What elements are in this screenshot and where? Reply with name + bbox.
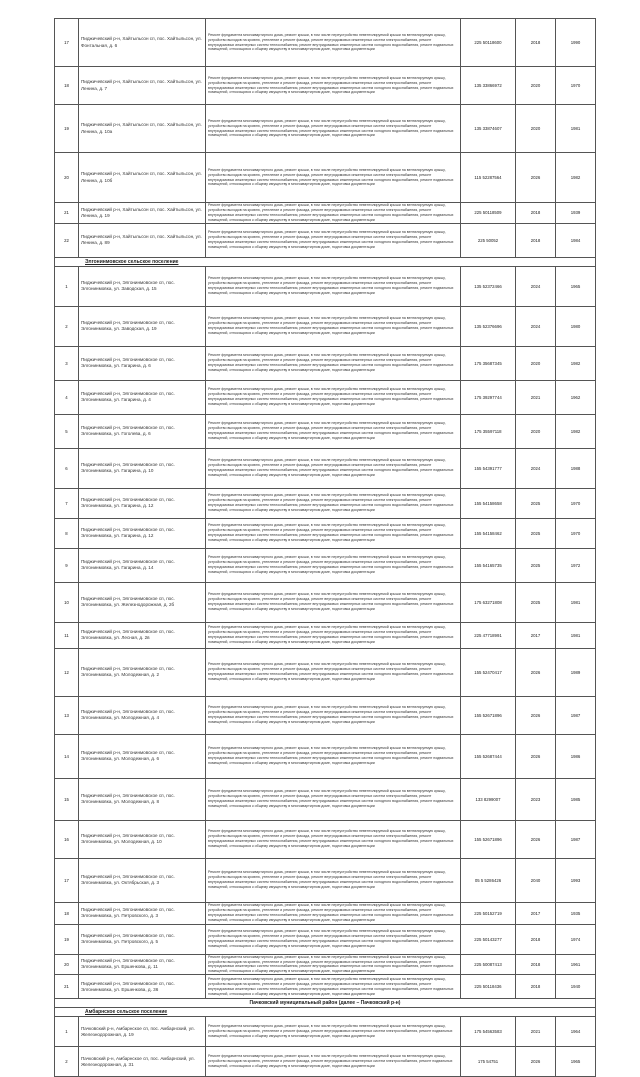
row-planned-year: 2026 [516, 1047, 556, 1077]
row-work-list: Ремонт фундамента многоквартирного дома, ремонт крыши, в том числе переустройство невентилируемой крыши на вентилируемую крышу, устройство выходов на кровлю, утепление и ремонт фасада, ремонт внутридомовых инженерных систем электроснабжения, ремонт подвальных помещений, относящихся к общему имуществу в многоквартирном доме, подготовка документации [206, 1047, 461, 1077]
row-planned-year: 2018 [516, 223, 556, 257]
row-number: 18 [55, 67, 79, 105]
table-row [55, 924, 596, 954]
row-work-list: Ремонт фундамента многоквартирного дома, ремонт крыши, в том числе переустройство невентилируемой крыши на вентилируемую крышу, устройство выходов на кровлю, утепление и ремонт фасада, ремонт внутридомовых инженерных систем электроснабжения, ремонт внутридомовых инженерных систем теплоснабжения, ремонт внутридомовых инженерных систем холодного водоснабжения, ремонт подвальных помещений, относящихся к общему имуществу в многоквартирном доме, подготовка документации [206, 346, 461, 380]
row-built-year: 1980 [556, 306, 596, 346]
row-cadastral-number: 225 50118509 [461, 203, 516, 224]
settlement-heading-text: Амбарнское сельское поселение [55, 1008, 596, 1017]
table-row [55, 414, 596, 448]
row-built-year: 1987 [556, 696, 596, 734]
settlement-heading [55, 257, 596, 266]
row-number: 19 [55, 105, 79, 153]
row-cadastral-number: 175 35597118 [461, 414, 516, 448]
row-number: 2 [55, 306, 79, 346]
row-planned-year: 2026 [516, 696, 556, 734]
table-row [55, 954, 596, 975]
table-row [55, 1017, 596, 1047]
row-number: 5 [55, 414, 79, 448]
row-planned-year: 2025 [516, 518, 556, 548]
row-address: Пиджичевский р-н, Элгонинмовское сп, пос. Элгонинмовка, ул. Лесная, д. 2в [79, 622, 206, 648]
row-cadastral-number: 135 52372466 [461, 266, 516, 306]
row-address: Пиджичевский р-н, Элгонинмовское сп, пос. Элгонинмовка, ул. Заводская, д. 15 [79, 266, 206, 306]
row-cadastral-number: 135 52376696 [461, 306, 516, 346]
row-number: 1 [55, 1017, 79, 1047]
row-number: 19 [55, 924, 79, 954]
row-number: 8 [55, 518, 79, 548]
row-number: 15 [55, 778, 79, 820]
row-cadastral-number: 225 50143277 [461, 924, 516, 954]
row-work-list: Ремонт фундамента многоквартирного дома, ремонт крыши, в том числе переустройство невентилируемой крыши на вентилируемую крышу, устройство выходов на кровлю, утепление и ремонт фасада, ремонт внутридомовых инженерных систем электроснабжения, ремонт внутридомовых инженерных систем теплоснабжения, ремонт внутридомовых инженерных систем холодного водоснабжения, ремонт подвальных помещений, относящихся к общему имуществу в многоквартирном доме, подготовка документации [206, 954, 461, 975]
row-built-year: 1965 [556, 1047, 596, 1077]
row-built-year: 1988 [556, 448, 596, 488]
row-planned-year: 2020 [516, 346, 556, 380]
district-heading-text: Пачковский муниципальный район (далее – Пачковский р-н) [55, 999, 596, 1008]
table-row [55, 19, 596, 67]
row-work-list: Ремонт фундамента многоквартирного дома, ремонт крыши, в том числе переустройство невентилируемой крыши на вентилируемую крышу, устройство выходов на кровлю, утепление и ремонт фасада, ремонт внутридомовых инженерных систем электроснабжения, ремонт внутридомовых инженерных систем теплоснабжения, ремонт внутридомовых инженерных систем холодного водоснабжения, ремонт подвальных помещений, относящихся к общему имуществу в многоквартирном доме, подготовка документации [206, 223, 461, 257]
row-built-year: 1986 [556, 734, 596, 778]
row-cadastral-number: 155 52671896 [461, 820, 516, 858]
row-address: Пиджичевский р-н, Элгонинмовское сп, пос. Элгонинмовка, ул. Петровского, д. 3 [79, 902, 206, 924]
table-row [55, 975, 596, 999]
table-row [55, 582, 596, 622]
row-address: Пиджичевский р-н, Хайтыльсон сп, пос. Хайтыльсон, ул. Ленина, д. 19 [79, 203, 206, 224]
row-work-list: Ремонт фундамента многоквартирного дома, ремонт крыши, в том числе переустройство невентилируемой крыши на вентилируемую крышу, устройство выходов на кровлю, утепление и ремонт фасада, ремонт внутридомовых инженерных систем электроснабжения, ремонт внутридомовых инженерных систем теплоснабжения, ремонт внутридомовых инженерных систем холодного водоснабжения, ремонт подвальных помещений, относящихся к общему имуществу в многоквартирном доме, подготовка документации [206, 820, 461, 858]
row-built-year: 1974 [556, 924, 596, 954]
row-cadastral-number: 175 54563583 [461, 1017, 516, 1047]
table-row [55, 105, 596, 153]
register-body [55, 19, 596, 1077]
row-planned-year: 2017 [516, 622, 556, 648]
row-cadastral-number: 155 52687444 [461, 734, 516, 778]
row-built-year: 1985 [556, 778, 596, 820]
table-row [55, 734, 596, 778]
row-address: Пиджичевский р-н, Хайтыльсон сп, пос. Хайтыльсон, ул. Ленина, д. 10б [79, 153, 206, 203]
row-work-list: Ремонт фундамента многоквартирного дома, ремонт крыши, в том числе переустройство невентилируемой крыши на вентилируемую крышу, устройство выходов на кровлю, утепление и ремонт фасада, ремонт внутридомовых инженерных систем электроснабжения, ремонт внутридомовых инженерных систем теплоснабжения, ремонт внутридомовых инженерных систем холодного водоснабжения, ремонт подвальных помещений, относящихся к общему имуществу в многоквартирном доме, подготовка документации [206, 924, 461, 954]
row-work-list: Ремонт фундамента многоквартирного дома, ремонт крыши, в том числе переустройство невентилируемой крыши на вентилируемую крышу, устройство выходов на кровлю, утепление и ремонт фасада, ремонт внутридомовых инженерных систем электроснабжения, ремонт внутридомовых инженерных систем теплоснабжения, ремонт внутридомовых инженерных систем холодного водоснабжения, ремонт подвальных помещений, относящихся к общему имуществу в многоквартирном доме, подготовка документации [206, 67, 461, 105]
row-work-list: Ремонт фундамента многоквартирного дома, ремонт крыши, в том числе переустройство невентилируемой крыши на вентилируемую крышу, устройство выходов на кровлю, утепление и ремонт фасада, ремонт внутридомовых инженерных систем электроснабжения, ремонт внутридомовых инженерных систем теплоснабжения, ремонт внутридомовых инженерных систем холодного водоснабжения, ремонт подвальных помещений, относящихся к общему имуществу в многоквартирном доме, подготовка документации [206, 266, 461, 306]
table-row [55, 203, 596, 224]
row-number: 7 [55, 488, 79, 518]
row-address: Пиджичевский р-н, Элгонинмовское сп, пос. Элгонинмовка, ул. Ершенкова, д. 11 [79, 954, 206, 975]
row-address: Пиджичевский р-н, Хайтыльсон сп, пос. Хайтыльсон, ул. Ленина, д. 7 [79, 67, 206, 105]
row-cadastral-number: 225 47718991 [461, 622, 516, 648]
row-cadastral-number: 175 39297744 [461, 380, 516, 414]
row-cadastral-number: 225 50087413 [461, 954, 516, 975]
row-planned-year: 2018 [516, 954, 556, 975]
row-address: Пиджичевский р-н, Элгонинмовское сп, пос. Элгонинмовка, ул. Гагарина, д. 12 [79, 488, 206, 518]
row-address: Пиджичевский р-н, Хайтыльсон сп, пос. Хайтыльсон, ул. Фонтальная, д. 6 [79, 19, 206, 67]
row-work-list: Ремонт фундамента многоквартирного дома, ремонт крыши, в том числе переустройство невентилируемой крыши на вентилируемую крышу, устройство выходов на кровлю, утепление и ремонт фасада, ремонт внутридомовых инженерных систем электроснабжения, ремонт внутридомовых инженерных систем теплоснабжения, ремонт внутридомовых инженерных систем холодного водоснабжения, ремонт подвальных помещений, относящихся к общему имуществу в многоквартирном доме, подготовка документации [206, 414, 461, 448]
row-built-year: 1970 [556, 488, 596, 518]
row-number: 9 [55, 548, 79, 582]
row-cadastral-number: 133 8299007 [461, 778, 516, 820]
row-address: Пиджичевский р-н, Элгонинмовское сп, пос. Элгонинмовка, ул. Молодежная, д. 10 [79, 820, 206, 858]
row-planned-year: 2026 [516, 820, 556, 858]
row-work-list: Ремонт фундамента многоквартирного дома, ремонт крыши, в том числе переустройство невентилируемой крыши на вентилируемую крышу, устройство выходов на кровлю, утепление и ремонт фасада, ремонт внутридомовых инженерных систем электроснабжения, ремонт внутридомовых инженерных систем теплоснабжения, ремонт внутридомовых инженерных систем холодного водоснабжения, ремонт подвальных помещений, относящихся к общему имуществу в многоквартирном доме, подготовка документации [206, 306, 461, 346]
row-work-list: Ремонт фундамента многоквартирного дома, ремонт крыши, в том числе переустройство невентилируемой крыши на вентилируемую крышу, устройство выходов на кровлю, утепление и ремонт фасада, ремонт внутридомовых инженерных систем электроснабжения, ремонт внутридомовых инженерных систем теплоснабжения, ремонт внутридомовых инженерных систем холодного водоснабжения, ремонт подвальных помещений, относящихся к общему имуществу в многоквартирном доме, подготовка документации [206, 380, 461, 414]
row-built-year: 1981 [556, 105, 596, 153]
row-cadastral-number: 175 63271808 [461, 582, 516, 622]
row-built-year: 1981 [556, 582, 596, 622]
row-number: 14 [55, 734, 79, 778]
row-cadastral-number: 155 54165735 [461, 548, 516, 582]
table-row [55, 622, 596, 648]
row-cadastral-number: 135 33866972 [461, 67, 516, 105]
table-row [55, 346, 596, 380]
table-row [55, 67, 596, 105]
row-cadastral-number: 135 33874607 [461, 105, 516, 153]
row-built-year: 1982 [556, 414, 596, 448]
row-cadastral-number: 155 52671896 [461, 696, 516, 734]
row-work-list: Ремонт фундамента многоквартирного дома, ремонт крыши, в том числе переустройство невентилируемой крыши на вентилируемую крышу, устройство выходов на кровлю, утепление и ремонт фасада, ремонт внутридомовых инженерных систем электроснабжения, ремонт внутридомовых инженерных систем теплоснабжения, ремонт внутридомовых инженерных систем холодного водоснабжения, ремонт подвальных помещений, относящихся к общему имуществу в многоквартирном доме, подготовка документации [206, 734, 461, 778]
row-built-year: 1989 [556, 648, 596, 696]
row-number: 2 [55, 1047, 79, 1077]
row-number: 12 [55, 648, 79, 696]
row-work-list: Ремонт фундамента многоквартирного дома, ремонт крыши, в том числе переустройство невентилируемой крыши на вентилируемую крышу, устройство выходов на кровлю, утепление и ремонт фасада, ремонт внутридомовых инженерных систем электроснабжения, ремонт внутридомовых инженерных систем теплоснабжения, ремонт внутридомовых инженерных систем холодного водоснабжения, ремонт подвальных помещений, относящихся к общему имуществу в многоквартирном доме, подготовка документации [206, 518, 461, 548]
row-planned-year: 2018 [516, 924, 556, 954]
row-number: 13 [55, 696, 79, 734]
row-planned-year: 2023 [516, 778, 556, 820]
row-work-list: Ремонт фундамента многоквартирного дома, ремонт крыши, в том числе переустройство невентилируемой крыши на вентилируемую крышу, устройство выходов на кровлю, утепление и ремонт фасада, ремонт внутридомовых инженерных систем электроснабжения, ремонт внутридомовых инженерных систем теплоснабжения, ремонт внутридомовых инженерных систем холодного водоснабжения, ремонт подвальных помещений, относящихся к общему имуществу в многоквартирном доме, подготовка документации [206, 448, 461, 488]
row-work-list: Ремонт фундамента многоквартирного дома, ремонт крыши, в том числе переустройство невентилируемой крыши на вентилируемую крышу, устройство выходов на кровлю, утепление и ремонт фасада, ремонт внутридомовых инженерных систем электроснабжения, ремонт внутридомовых инженерных систем теплоснабжения, ремонт внутридомовых инженерных систем холодного водоснабжения, ремонт подвальных помещений, относящихся к общему имуществу в многоквартирном доме, подготовка документации [206, 975, 461, 999]
table-row [55, 488, 596, 518]
table-row [55, 820, 596, 858]
row-work-list: Ремонт фундамента многоквартирного дома, ремонт крыши, в том числе переустройство невентилируемой крыши на вентилируемую крышу, устройство выходов на кровлю, утепление и ремонт фасада, ремонт внутридомовых инженерных систем электроснабжения, ремонт внутридомовых инженерных систем теплоснабжения, ремонт внутридомовых инженерных систем холодного водоснабжения, ремонт подвальных помещений, относящихся к общему имуществу в многоквартирном доме, подготовка документации [206, 858, 461, 902]
table-row [55, 266, 596, 306]
settlement-heading [55, 1008, 596, 1017]
row-number: 1 [55, 266, 79, 306]
table-row [55, 153, 596, 203]
row-number: 20 [55, 153, 79, 203]
row-built-year: 1961 [556, 954, 596, 975]
row-address: Пиджичевский р-н, Элгонинмовское сп, пос. Элгонинмовка, ул. Ершенкова, д. 36 [79, 975, 206, 999]
row-built-year: 1972 [556, 548, 596, 582]
row-number: 10 [55, 582, 79, 622]
row-work-list: Ремонт фундамента многоквартирного дома, ремонт крыши, в том числе переустройство невентилируемой крыши на вентилируемую крышу, устройство выходов на кровлю, утепление и ремонт фасада, ремонт внутридомовых инженерных систем электроснабжения, ремонт внутридомовых инженерных систем теплоснабжения, ремонт внутридомовых инженерных систем холодного водоснабжения, ремонт подвальных помещений, относящихся к общему имуществу в многоквартирном доме, подготовка документации [206, 203, 461, 224]
row-built-year: 1970 [556, 67, 596, 105]
row-work-list: Ремонт фундамента многоквартирного дома, ремонт крыши, в том числе переустройство невентилируемой крыши на вентилируемую крышу, устройство выходов на кровлю, утепление и ремонт фасада, ремонт внутридомовых инженерных систем электроснабжения, ремонт внутридомовых инженерных систем теплоснабжения, ремонт внутридомовых инженерных систем холодного водоснабжения, ремонт подвальных помещений, относящихся к общему имуществу в многоквартирном доме, подготовка документации [206, 778, 461, 820]
row-cadastral-number: 115 52287564 [461, 153, 516, 203]
row-built-year: 1987 [556, 820, 596, 858]
table-row [55, 448, 596, 488]
row-cadastral-number: 175 54751 [461, 1047, 516, 1077]
row-address: Пиджичевский р-н, Хайтыльсон сп, пос. Хайтыльсон, ул. Ленина, д. 89 [79, 223, 206, 257]
row-planned-year: 2021 [516, 380, 556, 414]
row-work-list: Ремонт фундамента многоквартирного дома, ремонт крыши, в том числе переустройство невентилируемой крыши на вентилируемую крышу, устройство выходов на кровлю, утепление и ремонт фасада, ремонт внутридомовых инженерных систем электроснабжения, ремонт внутридомовых инженерных систем теплоснабжения, ремонт внутридомовых инженерных систем холодного водоснабжения, ремонт подвальных помещений, относящихся к общему имуществу в многоквартирном доме, подготовка документации [206, 648, 461, 696]
row-built-year: 1982 [556, 346, 596, 380]
row-built-year: 1970 [556, 518, 596, 548]
row-work-list: Ремонт фундамента многоквартирного дома, ремонт крыши, в том числе переустройство невентилируемой крыши на вентилируемую крышу, устройство выходов на кровлю, утепление и ремонт фасада, ремонт внутридомовых инженерных систем электроснабжения, ремонт внутридомовых инженерных систем теплоснабжения, ремонт внутридомовых инженерных систем холодного водоснабжения, ремонт подвальных помещений, относящихся к общему имуществу в многоквартирном доме, подготовка документации [206, 548, 461, 582]
row-planned-year: 2018 [516, 975, 556, 999]
row-planned-year: 2024 [516, 266, 556, 306]
table-row [55, 518, 596, 548]
row-address: Пиджичевский р-н, Элгонинмовское сп, пос. Элгонинмовка, ул. Молодежная, д. 4 [79, 696, 206, 734]
row-built-year: 1964 [556, 1017, 596, 1047]
table-row [55, 380, 596, 414]
row-planned-year: 2025 [516, 488, 556, 518]
row-built-year: 1940 [556, 975, 596, 999]
row-planned-year: 2026 [516, 648, 556, 696]
row-number: 16 [55, 820, 79, 858]
row-planned-year: 2021 [516, 1017, 556, 1047]
row-built-year: 1962 [556, 380, 596, 414]
row-planned-year: 2018 [516, 19, 556, 67]
row-address: Пиджичевский р-н, Элгонинмовское сп, пос. Элгонинмовка, ул. Гагарина, д. 4 [79, 380, 206, 414]
row-planned-year: 2025 [516, 548, 556, 582]
row-address: Пиджичевский р-н, Элгонинмовское сп, пос. Элгонинмовка, ул. Гагарина, д. 14 [79, 548, 206, 582]
row-number: 18 [55, 902, 79, 924]
row-planned-year: 2040 [516, 858, 556, 902]
row-planned-year: 2024 [516, 306, 556, 346]
row-cadastral-number: 155 54158658 [461, 488, 516, 518]
row-built-year: 1993 [556, 858, 596, 902]
table-row [55, 548, 596, 582]
row-cadastral-number: 225 50152719 [461, 902, 516, 924]
district-heading [55, 999, 596, 1008]
row-work-list: Ремонт фундамента многоквартирного дома, ремонт крыши, в том числе переустройство невентилируемой крыши на вентилируемую крышу, устройство выходов на кровлю, утепление и ремонт фасада, ремонт внутридомовых инженерных систем электроснабжения, ремонт внутридомовых инженерных систем теплоснабжения, ремонт внутридомовых инженерных систем холодного водоснабжения, ремонт подвальных помещений, относящихся к общему имуществу в многоквартирном доме, подготовка документации [206, 622, 461, 648]
row-planned-year: 2018 [516, 203, 556, 224]
row-number: 11 [55, 622, 79, 648]
row-number: 22 [55, 223, 79, 257]
row-built-year: 1935 [556, 902, 596, 924]
row-planned-year: 2026 [516, 734, 556, 778]
row-work-list: Ремонт фундамента многоквартирного дома, ремонт крыши, в том числе переустройство невентилируемой крыши на вентилируемую крышу, устройство выходов на кровлю, утепление и ремонт фасада, ремонт внутридомовых инженерных систем электроснабжения, ремонт внутридомовых инженерных систем теплоснабжения, ремонт внутридомовых инженерных систем холодного водоснабжения, ремонт подвальных помещений, относящихся к общему имуществу в многоквартирном доме, подготовка документации [206, 105, 461, 153]
table-row [55, 223, 596, 257]
row-cadastral-number: 155 54158462 [461, 518, 516, 548]
row-built-year: 1981 [556, 622, 596, 648]
row-address: Пиджичевский р-н, Хайтыльсон сп, пос. Хайтыльсон, ул. Ленина, д. 10а [79, 105, 206, 153]
table-row [55, 858, 596, 902]
row-address: Пиджичевский р-н, Элгонинмовское сп, пос. Элгонинмовка, ул. Гагарина, д. 10 [79, 448, 206, 488]
register-table [54, 18, 596, 1077]
table-row [55, 696, 596, 734]
row-cadastral-number: 155 54391777 [461, 448, 516, 488]
row-planned-year: 2020 [516, 67, 556, 105]
row-address: Пачковский р-н, Амбарнское сп, пос. Амбарнский, ул. Железнодорожная, д. 31 [79, 1047, 206, 1077]
row-planned-year: 2025 [516, 582, 556, 622]
row-number: 21 [55, 975, 79, 999]
row-address: Пиджичевский р-н, Элгонинмовское сп, пос. Элгонинмовка, ул. Петровского, д. 5 [79, 924, 206, 954]
row-built-year: 1965 [556, 266, 596, 306]
row-number: 4 [55, 380, 79, 414]
row-planned-year: 2026 [516, 153, 556, 203]
row-cadastral-number: 225 50118436 [461, 975, 516, 999]
row-number: 6 [55, 448, 79, 488]
settlement-heading-text: Элгонинмовское сельское поселение [55, 257, 596, 266]
row-number: 17 [55, 19, 79, 67]
row-work-list: Ремонт фундамента многоквартирного дома, ремонт крыши, в том числе переустройство невентилируемой крыши на вентилируемую крышу, устройство выходов на кровлю, утепление и ремонт фасада, ремонт внутридомовых инженерных систем электроснабжения, ремонт внутридомовых инженерных систем теплоснабжения, ремонт внутридомовых инженерных систем холодного водоснабжения, ремонт подвальных помещений, относящихся к общему имуществу в многоквартирном доме, подготовка документации [206, 696, 461, 734]
table-row [55, 902, 596, 924]
row-cadastral-number: 225 50118600 [461, 19, 516, 67]
row-address: Пиджичевский р-н, Элгонинмовское сп, пос. Элгонинмовка, ул. Заводская, д. 19 [79, 306, 206, 346]
row-number: 3 [55, 346, 79, 380]
row-planned-year: 2024 [516, 448, 556, 488]
row-number: 20 [55, 954, 79, 975]
row-address: Пиджичевский р-н, Элгонинмовское сп, пос. Элгонинмовка, ул. Молодежная, д. 2 [79, 648, 206, 696]
row-address: Пиджичевский р-н, Элгонинмовское сп, пос. Элгонинмовка, ул. Гагарина, д. 6 [79, 346, 206, 380]
row-cadastral-number: 175 35687345 [461, 346, 516, 380]
row-built-year: 1984 [556, 223, 596, 257]
row-planned-year: 2020 [516, 414, 556, 448]
row-address: Пиджичевский р-н, Элгонинмовское сп, пос. Элгонинмовка, ул. Гагарина, д. 12 [79, 518, 206, 548]
row-work-list: Ремонт фундамента многоквартирного дома, ремонт крыши, в том числе переустройство невентилируемой крыши на вентилируемую крышу, устройство выходов на кровлю, утепление и ремонт фасада, ремонт внутридомовых инженерных систем электроснабжения, ремонт внутридомовых инженерных систем теплоснабжения, ремонт внутридомовых инженерных систем холодного водоснабжения, ремонт подвальных помещений, относящихся к общему имуществу в многоквартирном доме, подготовка документации [206, 153, 461, 203]
table-row [55, 778, 596, 820]
row-address: Пиджичевский р-н, Элгонинмовское сп, пос. Элгонинмовка, ул. Октябрьская, д. 3 [79, 858, 206, 902]
row-work-list: Ремонт фундамента многоквартирного дома, ремонт крыши, в том числе переустройство невентилируемой крыши на вентилируемую крышу, устройство выходов на кровлю, утепление и ремонт фасада, ремонт внутридомовых инженерных систем электроснабжения, ремонт внутридомовых инженерных систем теплоснабжения, ремонт внутридомовых инженерных систем холодного водоснабжения, ремонт подвальных помещений, относящихся к общему имуществу в многоквартирном доме, подготовка документации [206, 19, 461, 67]
row-cadastral-number: 155 52470417 [461, 648, 516, 696]
row-address: Пиджичевский р-н, Элгонинмовское сп, пос. Элгонинмовка, ул. Железнодорожная, д. 2б [79, 582, 206, 622]
row-address: Пачковский р-н, Амбарнское сп, пос. Амбарнский, ул. Железнодорожная, д. 19 [79, 1017, 206, 1047]
table-row [55, 1047, 596, 1077]
row-planned-year: 2017 [516, 902, 556, 924]
row-work-list: Ремонт фундамента многоквартирного дома, ремонт крыши, в том числе переустройство невентилируемой крыши на вентилируемую крышу, устройство выходов на кровлю, утепление и ремонт фасада, ремонт внутридомовых инженерных систем электроснабжения, ремонт внутридомовых инженерных систем теплоснабжения, ремонт внутридомовых инженерных систем холодного водоснабжения, ремонт подвальных помещений, относящихся к общему имуществу в многоквартирном доме, подготовка документации [206, 488, 461, 518]
row-built-year: 1939 [556, 203, 596, 224]
row-address: Пиджичевский р-н, Элгонинмовское сп, пос. Элгонинмовка, ул. Гоголева, д. 6 [79, 414, 206, 448]
row-work-list: Ремонт фундамента многоквартирного дома, ремонт крыши, в том числе переустройство невентилируемой крыши на вентилируемую крышу, устройство выходов на кровлю, утепление и ремонт фасада, ремонт внутридомовых инженерных систем электроснабжения, ремонт подвальных помещений, относящихся к общему имуществу в многоквартирном доме, подготовка документации [206, 1017, 461, 1047]
row-work-list: Ремонт фундамента многоквартирного дома, ремонт крыши, в том числе переустройство невентилируемой крыши на вентилируемую крышу, устройство выходов на кровлю, утепление и ремонт фасада, ремонт внутридомовых инженерных систем электроснабжения, ремонт внутридомовых инженерных систем теплоснабжения, ремонт внутридомовых инженерных систем холодного водоснабжения, ремонт подвальных помещений, относящихся к общему имуществу в многоквартирном доме, подготовка документации [206, 582, 461, 622]
row-number: 17 [55, 858, 79, 902]
row-address: Пиджичевский р-н, Элгонинмовское сп, пос. Элгонинмовка, ул. Молодежная, д. 8 [79, 778, 206, 820]
row-planned-year: 2020 [516, 105, 556, 153]
table-row [55, 306, 596, 346]
row-work-list: Ремонт фундамента многоквартирного дома, ремонт крыши, в том числе переустройство невентилируемой крыши на вентилируемую крышу, устройство выходов на кровлю, утепление и ремонт фасада, ремонт внутридомовых инженерных систем электроснабжения, ремонт внутридомовых инженерных систем теплоснабжения, ремонт внутридомовых инженерных систем холодного водоснабжения, ремонт подвальных помещений, относящихся к общему имуществу в многоквартирном доме, подготовка документации [206, 902, 461, 924]
row-built-year: 1990 [556, 19, 596, 67]
table-row [55, 648, 596, 696]
row-built-year: 1982 [556, 153, 596, 203]
row-address: Пиджичевский р-н, Элгонинмовское сп, пос. Элгонинмовка, ул. Молодежная, д. 6 [79, 734, 206, 778]
row-cadastral-number: 225 50052 [461, 223, 516, 257]
row-cadastral-number: 05 5 5286426 [461, 858, 516, 902]
row-number: 21 [55, 203, 79, 224]
